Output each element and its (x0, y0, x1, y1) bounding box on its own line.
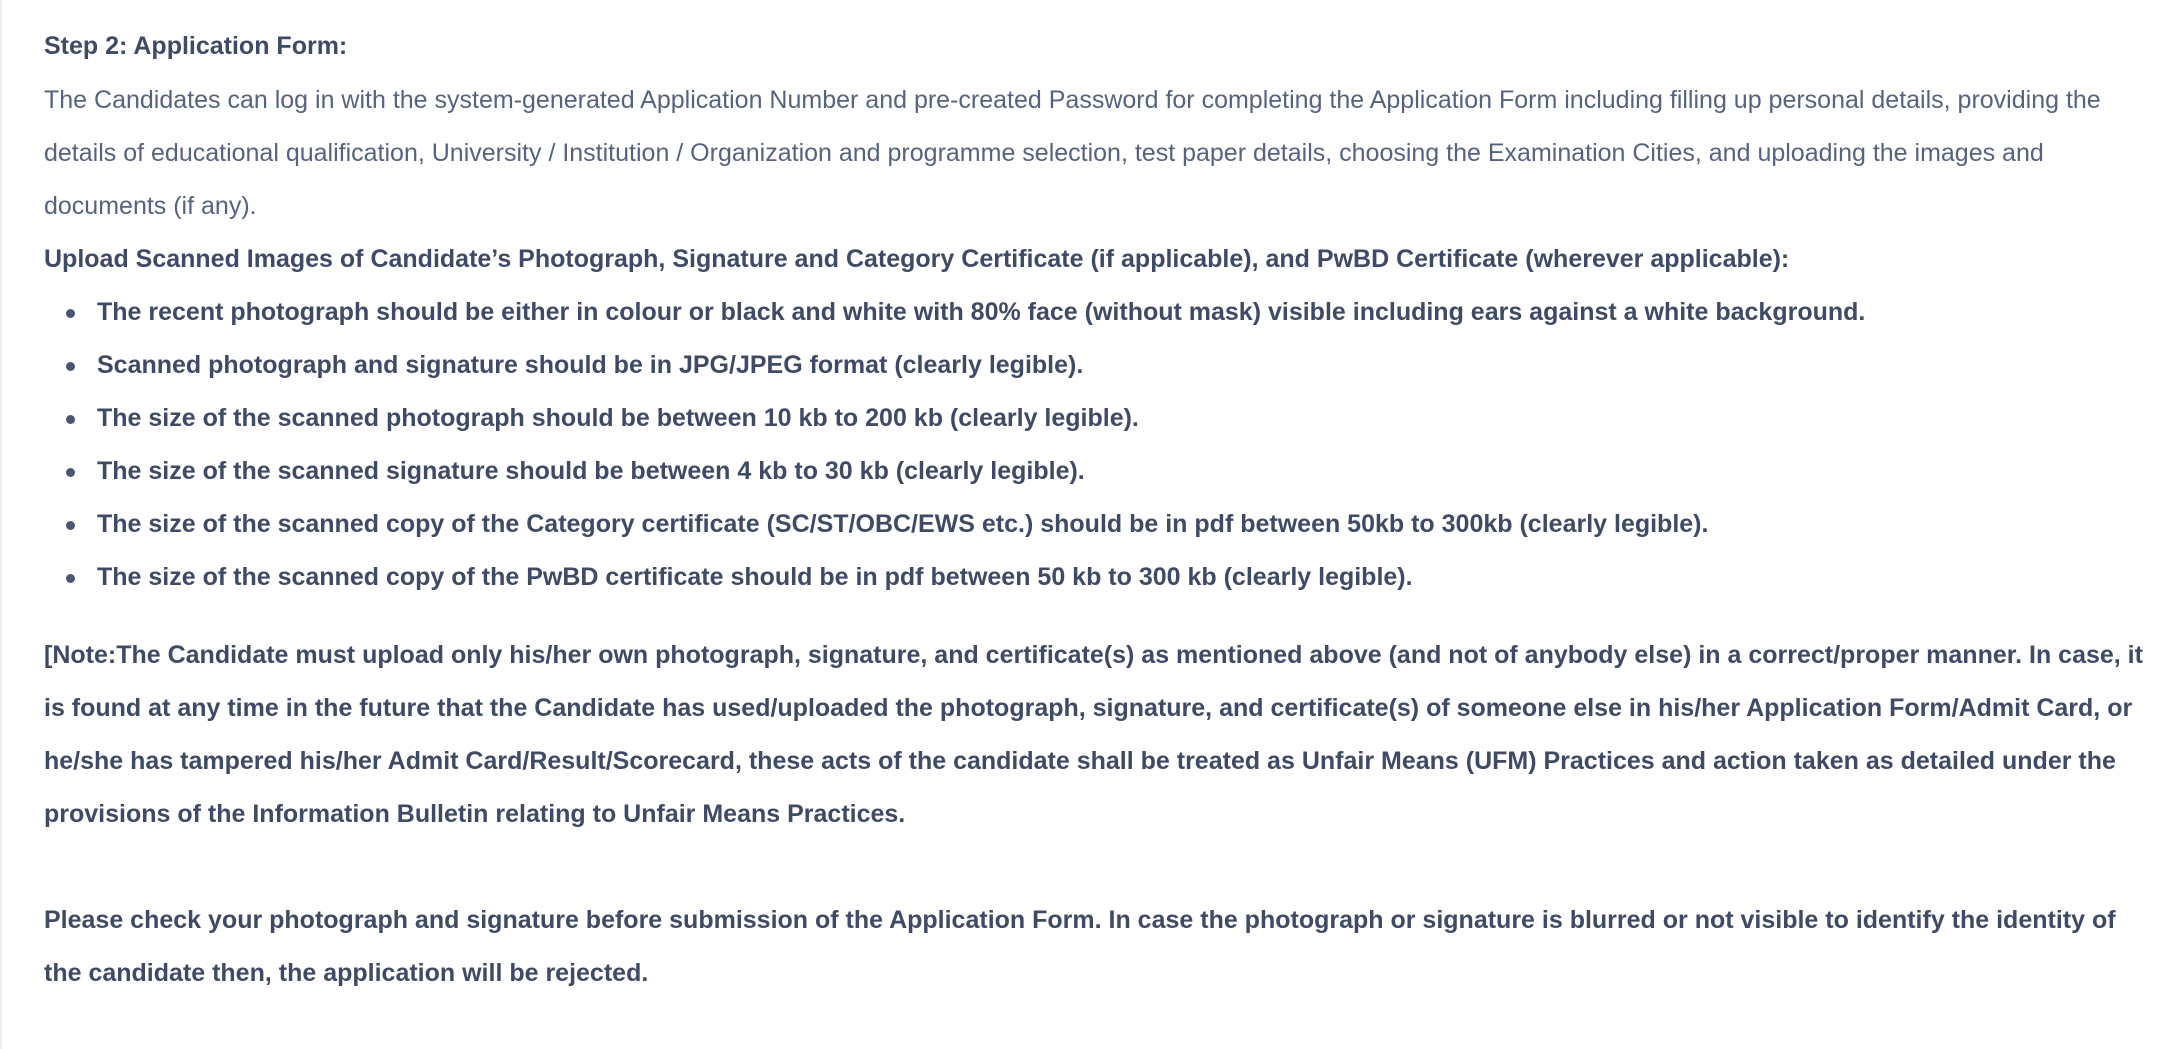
list-item-text: The recent photograph should be either in colour or black and white with 80% face (without mask) visible including ears against a white background. (97, 298, 1866, 326)
list-item (66, 392, 2147, 445)
requirements-list (44, 286, 2147, 604)
bullet-icon (66, 468, 75, 477)
bullet-icon (66, 309, 75, 318)
check-paragraph: Please check your photograph and signature before submission of the Application Form. In case the photograph or signature is blurred or not visible to identify the identity of the candidate then, the application will be rejected. (44, 906, 2116, 987)
list-item (66, 286, 2147, 339)
list-item-text: The size of the scanned copy of the Category certificate (SC/ST/OBC/EWS etc.) should be in pdf between 50kb to 300kb (clearly legible). (97, 510, 1709, 538)
list-item-text: The size of the scanned signature should be between 4 kb to 30 kb (clearly legible). (97, 457, 1085, 485)
list-item-text: The size of the scanned photograph should be between 10 kb to 200 kb (clearly legible). (97, 404, 1139, 432)
list-item (66, 339, 2147, 392)
bullet-icon (66, 574, 75, 583)
list-item (66, 445, 2147, 498)
bullet-icon (66, 362, 75, 371)
intro-paragraph: The Candidates can log in with the system-generated Application Number and pre-created Password for completing the Application Form including filling up personal details, providing the details of educational qualification, University / Institution / Organization and programme selection, test paper details, choosing the Examination Cities, and uploading the images and documents (if any). (44, 86, 2101, 220)
list-item-text: The size of the scanned copy of the PwBD certificate should be in pdf between 50 kb to 300 kb (clearly legible). (97, 563, 1413, 591)
list-item (66, 551, 2147, 604)
list-item-text: Scanned photograph and signature should be in JPG/JPEG format (clearly legible). (97, 351, 1084, 379)
upload-heading: Upload Scanned Images of Candidate’s Photograph, Signature and Category Certificate (if applicable), and PwBD Certificate (wherever applicable): (44, 245, 1790, 273)
list-item (66, 498, 2147, 551)
bullet-icon (66, 415, 75, 424)
step-heading: Step 2: Application Form: (44, 32, 348, 60)
note-paragraph: [Note:The Candidate must upload only his/her own photograph, signature, and certificate(s) as mentioned above (and not of anybody else) in a correct/proper manner. In case, it is found at any time in the future that the Candidate has used/uploaded the photograph, signature, and certificate(s) of someone else in his/her Application Form/Admit Card, or he/she has tampered his/her Admit Card/Result/Scorecard, these acts of the candidate shall be treated as Unfair Means (UFM) Practices and action taken as detailed under the provisions of the Information Bulletin relating to Unfair Means Practices. (44, 641, 2143, 828)
bullet-icon (66, 521, 75, 530)
